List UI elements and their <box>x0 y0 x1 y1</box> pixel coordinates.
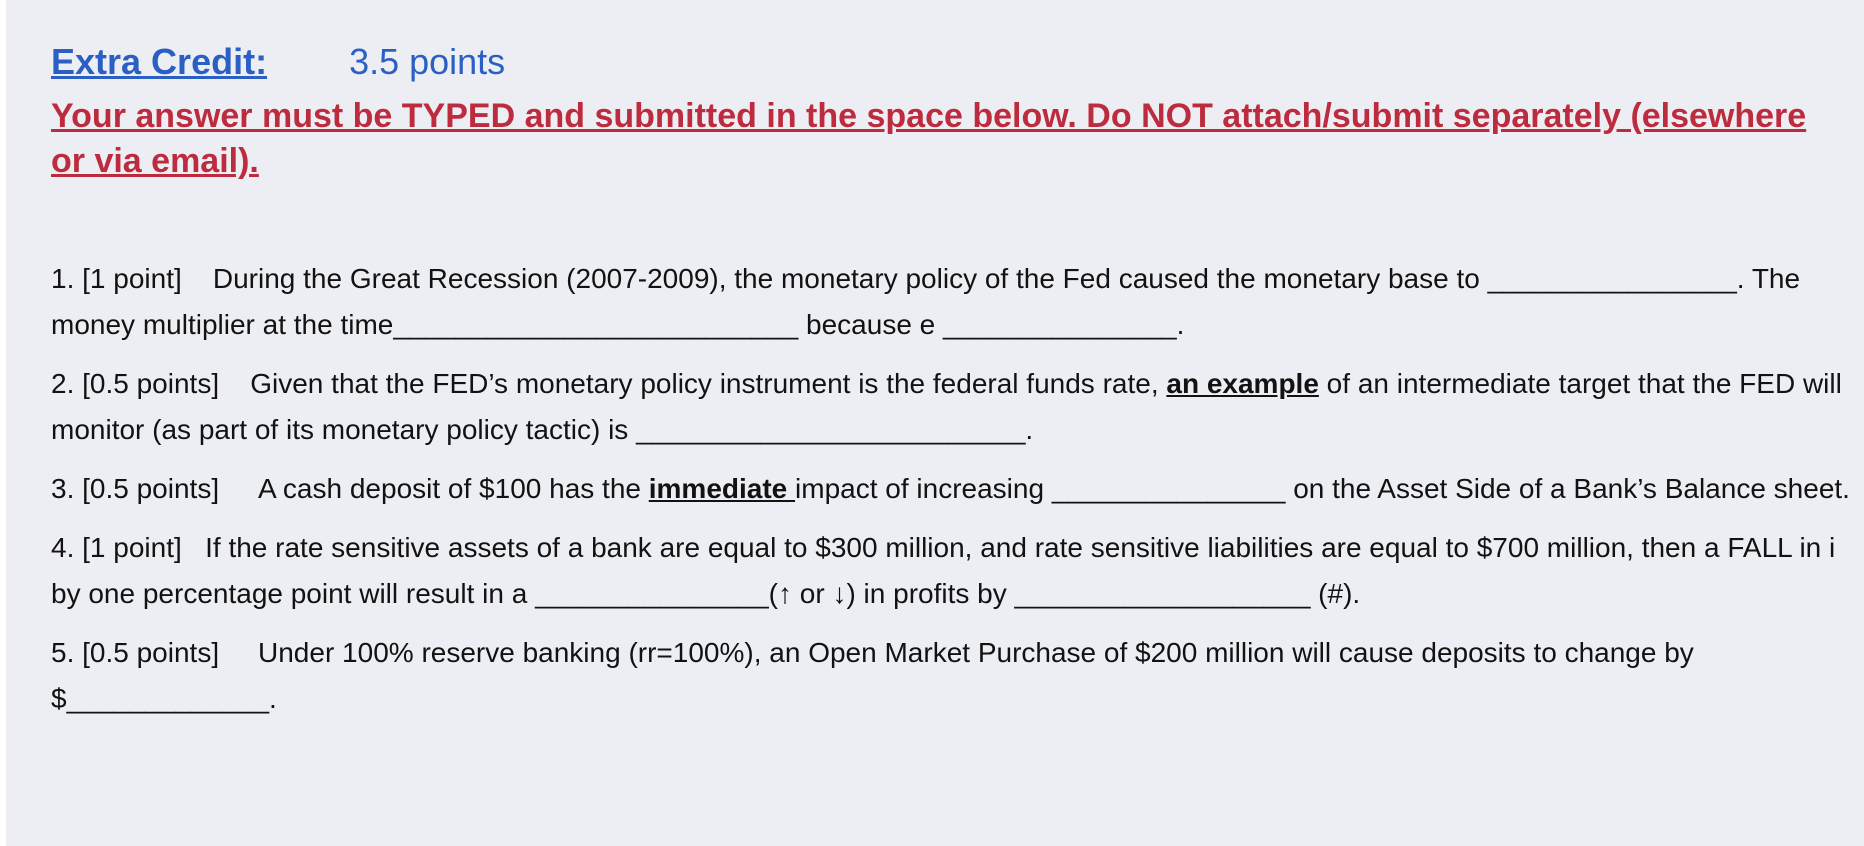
question-5-number: 5. [0.5 points] <box>51 637 220 668</box>
document-panel <box>6 0 1864 846</box>
question-3-text: impact of increasing <box>795 473 1052 504</box>
extra-credit-points: 3.5 points <box>349 41 506 82</box>
question-4-text: (#). <box>1310 578 1361 609</box>
question-4-text: If the rate sensitive assets of a bank are equal to $300 million, and rate sensitive liabilities are equal to $700 million, then a FALL in i by one percentage point will result in a <box>51 532 1836 609</box>
question-1-text: During the Great Recession (2007-2009), the monetary policy of the Fed caused the monetary base to <box>212 263 1488 294</box>
submission-warning: Your answer must be TYPED and submitted in the space below. Do NOT attach/submit separately (elsewhere or via email). <box>51 97 1807 180</box>
question-5-text: . <box>269 683 277 714</box>
document-content <box>51 38 1851 735</box>
question-5 <box>51 630 1851 722</box>
question-list <box>51 256 1851 722</box>
question-2-text: Given that the FED’s monetary policy instrument is the federal funds rate, <box>250 368 1167 399</box>
question-3-text: A cash deposit of $100 has the <box>258 473 649 504</box>
extra-credit-title: Extra Credit: <box>51 41 268 82</box>
question-3 <box>51 466 1851 512</box>
question-1-text: . <box>1176 309 1185 340</box>
question-1-text: . The money multiplier at the time <box>51 263 1801 340</box>
question-2-text: of an intermediate target that the FED will monitor (as part of its monetary policy tactic) is <box>51 368 1842 445</box>
question-5-blank-1[interactable]: _____________ <box>66 683 270 714</box>
question-3-emphasis: immediate <box>648 473 796 504</box>
question-3-text: on the Asset Side of a Bank’s Balance sheet. <box>1285 473 1850 504</box>
question-2-emphasis: an example <box>1166 368 1319 399</box>
question-4-blank-1[interactable]: _______________ <box>535 578 769 609</box>
extra-credit-header <box>51 38 1851 86</box>
question-3-number: 3. [0.5 points] <box>51 473 220 504</box>
question-4-blank-2[interactable]: ___________________ <box>1014 578 1311 609</box>
question-1-number: 1. [1 point] <box>51 263 182 294</box>
question-1-blank-2[interactable]: __________________________ <box>393 309 799 340</box>
question-4-text: (↑ or ↓) in profits by <box>768 578 1015 609</box>
question-1-blank-1[interactable]: ________________ <box>1487 263 1737 294</box>
question-1 <box>51 256 1851 348</box>
question-3-blank-1[interactable]: _______________ <box>1051 473 1286 504</box>
question-2-blank-1[interactable]: _________________________ <box>636 414 1026 445</box>
question-1-text: because e <box>798 309 944 340</box>
question-4-number: 4. [1 point] <box>51 532 182 563</box>
question-2-number: 2. [0.5 points] <box>51 368 220 399</box>
question-2 <box>51 361 1851 453</box>
question-2-text: . <box>1025 414 1034 445</box>
question-1-blank-3[interactable]: _______________ <box>943 309 1177 340</box>
question-4 <box>51 525 1851 617</box>
question-5-text: Under 100% reserve banking (rr=100%), an Open Market Purchase of $200 million will cause deposits to change by $ <box>51 637 1694 714</box>
